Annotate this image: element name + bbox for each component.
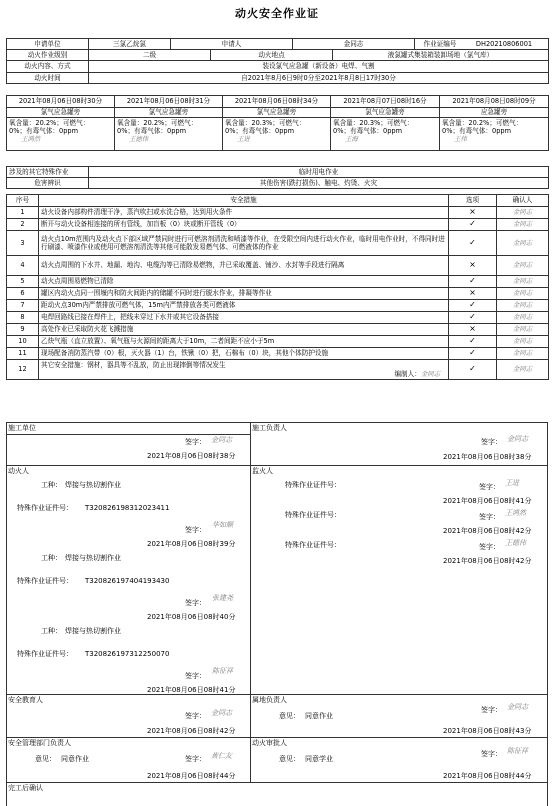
safety-dept-signature: 黄仁友 — [211, 752, 232, 760]
measure-no: 12 — [7, 360, 39, 380]
analyst-signature: 王鸿然 — [21, 135, 41, 144]
measure-row — [7, 348, 549, 360]
territory-head-sign-label: 签字： — [481, 706, 502, 714]
supervisor-sign-label: 签字： — [479, 513, 500, 521]
supervisor-time: 2021年08月06日08时42分 — [443, 527, 532, 535]
location: 液氯罐式集装箱装卸场地（氯气库） — [333, 50, 549, 61]
analysis-point: 应急罐旁 — [440, 108, 549, 118]
measure-text-cell — [39, 288, 449, 300]
measure-text: 距动火点30m内严禁排放可燃气体，15m内严禁排放各类可燃液体 — [41, 301, 236, 310]
supervisor-time: 2021年08月06日08时42分 — [443, 557, 532, 565]
measure-text-cell — [39, 300, 449, 312]
operator-kind: 焊接与热切割作业 — [65, 627, 121, 635]
measure-no: 9 — [7, 324, 39, 336]
safety-dept-label: 安全管理部门负责人 — [8, 739, 71, 747]
analysis-result — [7, 118, 115, 151]
supervisor-signature: 王进 — [505, 479, 519, 487]
operator-time: 2021年08月06日08时40分 — [147, 613, 236, 621]
construction-unit-sign-panel — [6, 434, 251, 466]
measure-option: ✓ — [449, 219, 497, 231]
analyst-signature: 王进 — [237, 135, 250, 144]
measure-text-cell — [39, 312, 449, 324]
measure-text: 断开与动火设备相连接的所有管线，加盲板（0）块或断开管线（0） — [41, 220, 241, 229]
analyst-signature: 王伟 — [454, 135, 467, 144]
analysis-line1: 氧含量：20.2%；可燃气： — [9, 119, 90, 127]
operator-cert-label: 特殊作业证件号： — [17, 577, 73, 585]
applicant-unit-label: 申请单位 — [7, 39, 89, 50]
measure-option: ✓ — [449, 276, 497, 288]
analysis-line2: 0%；有毒气体：0ppm — [442, 127, 512, 136]
measure-text-cell — [39, 336, 449, 348]
territory-head-signature: 金同志 — [507, 703, 528, 711]
territory-head-time: 2021年08月06日08时43分 — [443, 727, 532, 735]
construction-unit-sign-label: 签字： — [185, 438, 206, 446]
measure-row — [7, 231, 549, 256]
approver-signature: 陈征祥 — [507, 747, 528, 755]
applicant-unit: 三氯乙烷氯 — [89, 39, 171, 50]
special-ops-label: 涉及的其它特殊作业 — [7, 167, 89, 178]
level-label: 动火作业级别 — [7, 50, 89, 61]
analysis-result — [440, 118, 549, 151]
construction-unit-signature: 金同志 — [211, 436, 232, 444]
completion-label: 完工后确认 — [8, 784, 43, 792]
measure-row — [7, 312, 549, 324]
measure-option: ✓ — [449, 312, 497, 324]
analysis-point: 氯气应急罐旁 — [331, 108, 440, 118]
measure-confirm-signature: 金同志 — [497, 324, 549, 336]
measure-text: 其它安全措施：钢材，器具等不乱放，防止出现摔倒等情况发生 — [41, 361, 226, 370]
measure-text-cell — [39, 256, 449, 276]
measure-confirm-signature: 金同志 — [497, 231, 549, 256]
measure-confirm-signature: 金同志 — [497, 288, 549, 300]
gas-analysis-table — [6, 95, 549, 151]
safety-education-label: 安全教育人 — [8, 696, 43, 704]
measure-confirm-signature: 金同志 — [497, 336, 549, 348]
measure-option: × — [449, 207, 497, 219]
editor-label: 编制人： — [394, 369, 421, 378]
operator-time: 2021年08月06日08时39分 — [147, 540, 236, 548]
operator-sign-label: 签字： — [185, 599, 206, 607]
operator-kind: 焊接与热切割作业 — [65, 554, 121, 562]
measure-option: × — [449, 324, 497, 336]
supervisor-signature: 王鸿然 — [505, 509, 526, 517]
permit-no: DH20210806001 — [475, 39, 533, 48]
territory-head-opinion: 同意作业 — [305, 712, 333, 720]
applicant-label: 申请人 — [171, 39, 293, 50]
measure-text: 动火设备内部构件清理干净，蒸汽吹扫或水洗合格，达到用火条件 — [41, 208, 233, 217]
special-ops-table — [6, 166, 549, 189]
safety-education-sign-label: 签字： — [185, 712, 206, 720]
supervisor-cert-label: 特殊作业证件号： — [285, 511, 341, 519]
col-measure: 安全措施 — [39, 195, 449, 207]
measure-option: × — [449, 256, 497, 276]
supervisor-time: 2021年08月06日08时41分 — [443, 497, 532, 505]
measure-option: ✓ — [449, 348, 497, 360]
measure-row — [7, 256, 549, 276]
measure-text: 动火点周围易燃物已清除 — [41, 277, 114, 286]
location-label: 动火地点 — [211, 50, 333, 61]
header-table — [6, 38, 549, 84]
analysis-time: 2021年08月08日08时09分 — [440, 96, 549, 108]
measure-no: 11 — [7, 348, 39, 360]
measure-no: 7 — [7, 300, 39, 312]
measure-text-cell — [39, 348, 449, 360]
permit-no-cell — [415, 39, 549, 50]
measure-confirm-signature: 金同志 — [497, 219, 549, 231]
measure-row — [7, 207, 549, 219]
approver-opinion-label: 意见： — [279, 755, 300, 763]
safety-dept-panel — [6, 737, 251, 783]
supervisor-sign-label: 签字： — [479, 543, 500, 551]
completion-panel — [6, 782, 548, 806]
analysis-line1: 氧含量：20.2%；可燃气： — [442, 119, 523, 127]
construction-head-panel — [250, 422, 548, 466]
measure-row — [7, 288, 549, 300]
measure-text: 高处作业已采取防火花飞溅措施 — [41, 325, 134, 334]
approver-time: 2021年08月06日08时44分 — [443, 772, 532, 780]
level: 二级 — [89, 50, 211, 61]
measures-table — [6, 194, 549, 380]
page-title: 动火安全作业证 — [235, 7, 319, 20]
measure-text: 现场配备消防蒸汽带（0）根，灭火器（1）台，铁锹（0）把，石棉布（0）块，其他个体防护设施 — [41, 349, 329, 358]
operator-sign-label: 签字： — [185, 526, 206, 534]
editor-line — [41, 370, 446, 378]
measure-text-cell — [39, 231, 449, 256]
measure-text: 罐区内动火点同一围堰内和防火间距内的储罐不同时进行脱水作业，排凝等作业 — [41, 289, 272, 298]
construction-unit-time: 2021年08月06日08时38分 — [147, 452, 236, 460]
measure-no: 6 — [7, 288, 39, 300]
time-label: 动火时间 — [7, 73, 89, 84]
analysis-time: 2021年08月06日08时34分 — [223, 96, 331, 108]
operator-kind-label: 工种： — [41, 627, 62, 635]
measure-confirm-signature: 金同志 — [497, 256, 549, 276]
operator-sign-label: 签字： — [185, 672, 206, 680]
analysis-time: 2021年08月07日08时16分 — [331, 96, 440, 108]
approver-opinion: 同意学业 — [305, 755, 333, 763]
work-time: 自2021年8月6日9时0分至2021年8月8日17时30分 — [89, 73, 549, 84]
construction-head-time: 2021年08月06日08时38分 — [443, 453, 532, 461]
measure-text: 乙炔气瓶（直立放置）、氧气瓶与火源间的距离大于10m，二者间距不应小于5m — [41, 337, 275, 346]
measure-row — [7, 219, 549, 231]
analysis-result — [223, 118, 331, 151]
construction-unit-label: 施工单位 — [8, 424, 36, 432]
supervisor-signature: 王德伟 — [505, 539, 526, 547]
applicant: 金同志 — [293, 39, 415, 50]
hazard-value: 其他伤害(跌打损伤)、触电、灼烫、火灾 — [89, 178, 549, 189]
approver-sign-label: 签字： — [481, 750, 502, 758]
analyst-signature: 王德伟 — [129, 135, 149, 144]
measure-no: 10 — [7, 336, 39, 348]
analysis-point: 氯气应急罐旁 — [115, 108, 223, 118]
operator-signature: 陈征祥 — [212, 667, 233, 675]
measure-row — [7, 276, 549, 288]
measure-no: 1 — [7, 207, 39, 219]
measure-text-cell — [39, 219, 449, 231]
analysis-line1: 氧含量：20.2%；可燃气： — [117, 119, 198, 127]
construction-head-sign-label: 签字： — [481, 438, 502, 446]
measure-text-cell — [39, 207, 449, 219]
measure-text-cell — [39, 276, 449, 288]
approver-label: 动火审批人 — [252, 739, 287, 747]
measure-no: 8 — [7, 312, 39, 324]
method: 装设氯气应急罐（新设备）电焊、气割 — [89, 61, 549, 73]
operators-panel — [6, 465, 251, 695]
special-ops-value: 临时用电作业 — [89, 167, 549, 178]
supervisors-label: 监火人 — [252, 467, 273, 475]
analysis-point: 氯气应急罐旁 — [7, 108, 115, 118]
measure-confirm-signature: 金同志 — [497, 360, 549, 380]
analysis-line2: 0%；有毒气体：0ppm — [117, 127, 187, 136]
operator-cert-label: 特殊作业证件号： — [17, 650, 73, 658]
supervisor-cert-label: 特殊作业证件号： — [285, 541, 341, 549]
operator-time: 2021年08月06日08时41分 — [147, 686, 236, 694]
safety-dept-sign-label: 签字： — [185, 755, 206, 763]
measure-row — [7, 336, 549, 348]
analysis-result — [331, 118, 440, 151]
operator-cert-label: 特殊作业证件号： — [17, 504, 73, 512]
analysis-line2: 0%；有毒气体：0ppm — [225, 127, 295, 136]
territory-head-panel — [250, 694, 548, 738]
measure-text: 电焊回路线已接在焊件上，把线未穿过下水井或其它设备搭接 — [41, 313, 220, 322]
operator-kind-label: 工种： — [41, 481, 62, 489]
measure-text-cell — [39, 324, 449, 336]
measure-text-cell — [39, 360, 449, 380]
measure-row — [7, 324, 549, 336]
operator-kind: 焊接与热切割作业 — [65, 481, 121, 489]
analysis-result — [115, 118, 223, 151]
measure-no: 4 — [7, 256, 39, 276]
measure-option: ✓ — [449, 300, 497, 312]
operators-label: 动火人 — [8, 467, 29, 475]
supervisor-sign-label: 签字： — [479, 483, 500, 491]
measure-no: 3 — [7, 231, 39, 256]
safety-education-signature: 金同志 — [211, 709, 232, 717]
measure-row — [7, 300, 549, 312]
method-label: 动火内容、方式 — [7, 61, 89, 73]
operator-cert: T320826198312023411 — [85, 504, 170, 512]
editor-signature: 金同志 — [420, 369, 440, 378]
measure-confirm-signature: 金同志 — [497, 312, 549, 324]
hazard-label: 危害辨识 — [7, 178, 89, 189]
supervisors-panel — [250, 465, 548, 695]
analysis-point: 氯气应急罐旁 — [223, 108, 331, 118]
measure-option: × — [449, 288, 497, 300]
operator-kind-label: 工种： — [41, 554, 62, 562]
supervisor-cert-label: 特殊作业证件号： — [285, 481, 341, 489]
permit-no-label: 作业证编号 — [423, 39, 457, 48]
safety-education-time: 2021年08月06日08时42分 — [147, 727, 236, 735]
col-confirm: 确认人 — [497, 195, 549, 207]
operator-cert: T320826197312250070 — [85, 650, 170, 658]
measure-no: 5 — [7, 276, 39, 288]
safety-education-panel — [6, 694, 251, 738]
measure-option: ✓ — [449, 231, 497, 256]
construction-head-label: 施工负责人 — [252, 424, 287, 432]
analysis-line2: 0%；有毒气体：0ppm — [9, 127, 79, 136]
safety-dept-opinion: 同意作业 — [61, 755, 89, 763]
measure-confirm-signature: 金同志 — [497, 300, 549, 312]
analysis-line1: 氧含量：20.3%；可燃气： — [225, 119, 306, 127]
measure-text: 动火点周围的下水井、地漏、地沟、电缆沟等已清除易燃物，并已采取覆盖、铺沙、水封等手段进行隔离 — [41, 261, 345, 270]
territory-head-opinion-label: 意见： — [279, 712, 300, 720]
safety-dept-time: 2021年08月06日08时44分 — [147, 772, 236, 780]
operator-signature: 华如顺 — [212, 521, 233, 529]
col-no: 序号 — [7, 195, 39, 207]
measure-confirm-signature: 金同志 — [497, 348, 549, 360]
analysis-line2: 0%；有毒气体：0ppm — [333, 127, 403, 136]
territory-head-label: 属地负责人 — [252, 696, 287, 704]
col-option: 选项 — [449, 195, 497, 207]
measure-option: ✓ — [449, 336, 497, 348]
analysis-line1: 氧含量：20.3%；可燃气： — [333, 119, 414, 127]
safety-dept-opinion-label: 意见： — [35, 755, 56, 763]
approver-panel — [250, 737, 548, 783]
measure-no: 2 — [7, 219, 39, 231]
measure-text: 动火点10m范围内及动火点下部区域严禁同时进行可燃溶剂清洗和喷漆等作业，在受限空间内进行动火作业，临时用电作业时，不得同时进行刷漆、喷漆作业或使用可燃溶剂清洗等其他可能散发易燃气体、可燃液体的作业 — [41, 234, 445, 251]
operator-signature: 张建尧 — [212, 594, 233, 602]
measure-confirm-signature: 金同志 — [497, 207, 549, 219]
measure-option: ✓ — [449, 360, 497, 380]
analysis-time: 2021年08月06日08时30分 — [7, 96, 115, 108]
construction-head-signature: 金同志 — [507, 435, 528, 443]
measure-confirm-signature: 金同志 — [497, 276, 549, 288]
analysis-time: 2021年08月06日08时31分 — [115, 96, 223, 108]
analyst-signature: 王海 — [345, 135, 358, 144]
operator-cert: T320826197404193430 — [85, 577, 170, 585]
measure-row — [7, 360, 549, 380]
